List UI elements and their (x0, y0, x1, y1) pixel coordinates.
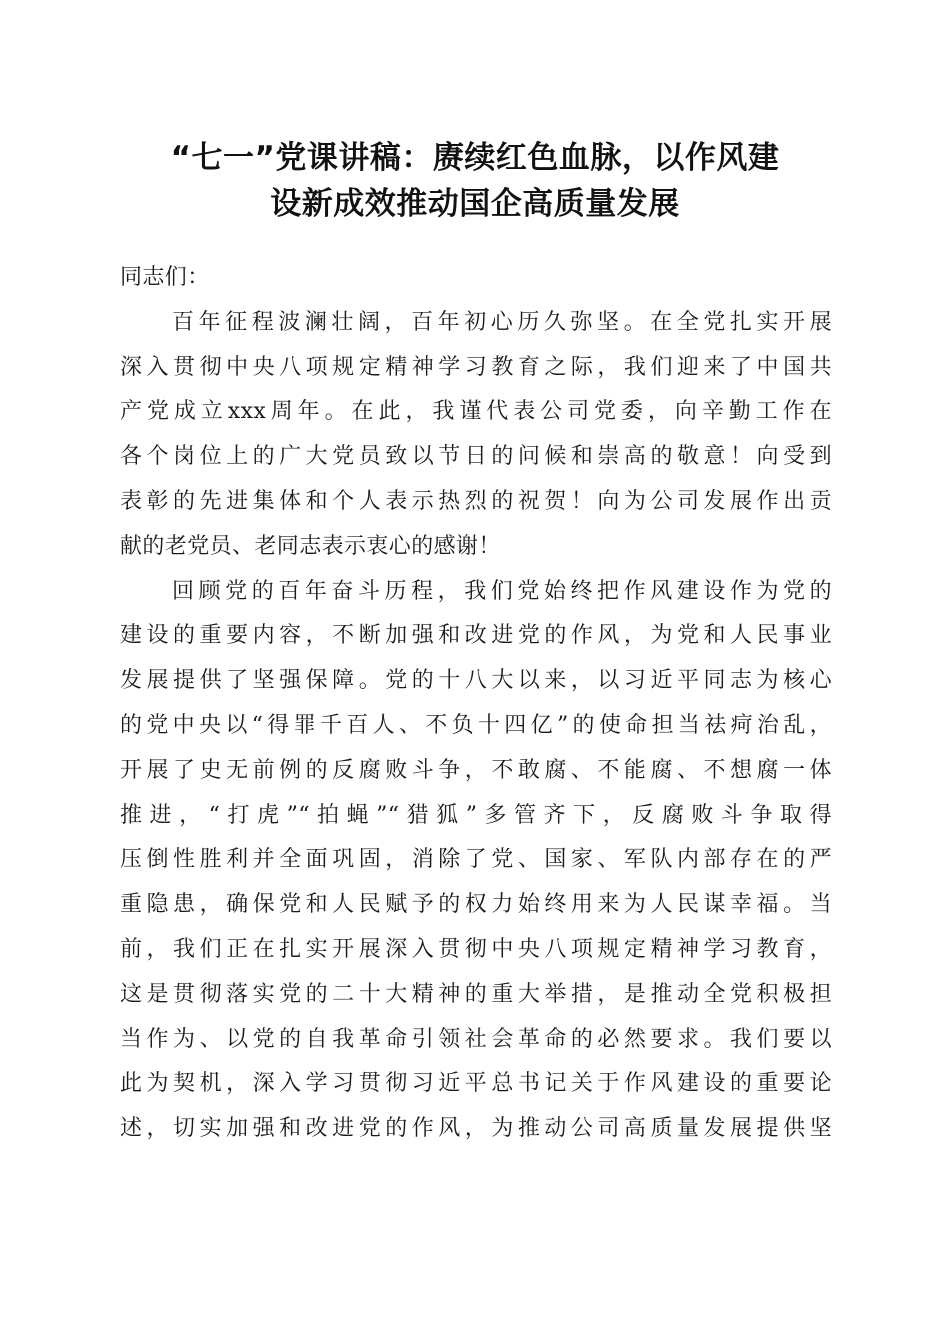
paragraph-line: 当作为、以党的自我革命引领社会革命的必然要求。我们要以 (120, 1026, 832, 1052)
paragraph-line: 百年征程波澜壮阔，百年初心历久弥坚。在全党扎实开展 (172, 309, 832, 335)
paragraph-line: 的党中央以“得罪千百人、不负十四亿”的使命担当祛疴治乱， (120, 712, 832, 738)
paragraph-line: 回顾党的百年奋斗历程，我们党始终把作风建设作为党的 (172, 578, 832, 604)
paragraph-line: 述，切实加强和改进党的作风，为推动公司高质量发展提供坚 (120, 1116, 832, 1142)
paragraph-line: 前，我们正在扎实开展深入贯彻中央八项规定精神学习教育， (120, 936, 832, 962)
paragraph-1 (120, 301, 832, 570)
paragraph-line: 产党成立xxx周年。在此，我谨代表公司党委，向辛勤工作在 (120, 399, 832, 425)
paragraph-line: 开展了史无前例的反腐败斗争，不敢腐、不能腐、不想腐一体 (120, 757, 832, 783)
paragraph-line: 压倒性胜利并全面巩固，消除了党、国家、军队内部存在的严 (120, 847, 832, 873)
paragraph-line: 这是贯彻落实党的二十大精神的重大举措，是推动全党积极担 (120, 981, 832, 1007)
paragraph-line: 各个岗位上的广大党员致以节日的问候和崇高的敬意！向受到 (120, 444, 832, 470)
salutation: 同志们： (120, 265, 210, 290)
paragraph-line: 建设的重要内容，不断加强和改进党的作风，为党和人民事业 (120, 623, 832, 649)
paragraph-line: 重隐患，确保党和人民赋予的权力始终用来为人民谋幸福。当 (120, 892, 832, 918)
paragraph-line: 推进，“打虎”“拍蝇”“猎狐”多管齐下，反腐败斗争取得 (120, 802, 832, 828)
document-body (120, 256, 832, 1152)
title-line-1: “七一”党课讲稿：赓续红色血脉，以作风建 (170, 140, 780, 176)
paragraph-line: 发展提供了坚强保障。党的十八大以来，以习近平同志为核心 (120, 668, 832, 694)
document-title (100, 135, 850, 227)
paragraph-line: 深入贯彻中央八项规定精神学习教育之际，我们迎来了中国共 (120, 354, 832, 380)
paragraph-line: 此为契机，深入学习贯彻习近平总书记关于作风建设的重要论 (120, 1071, 832, 1097)
title-line-2: 设新成效推动国企高质量发展 (270, 186, 680, 222)
paragraph-line: 表彰的先进集体和个人表示热烈的祝贺！向为公司发展作出贡 (120, 488, 832, 514)
paragraph-line: 献的老党员、老同志表示衷心的感谢！ (120, 533, 501, 559)
paragraph-2 (120, 570, 832, 1152)
